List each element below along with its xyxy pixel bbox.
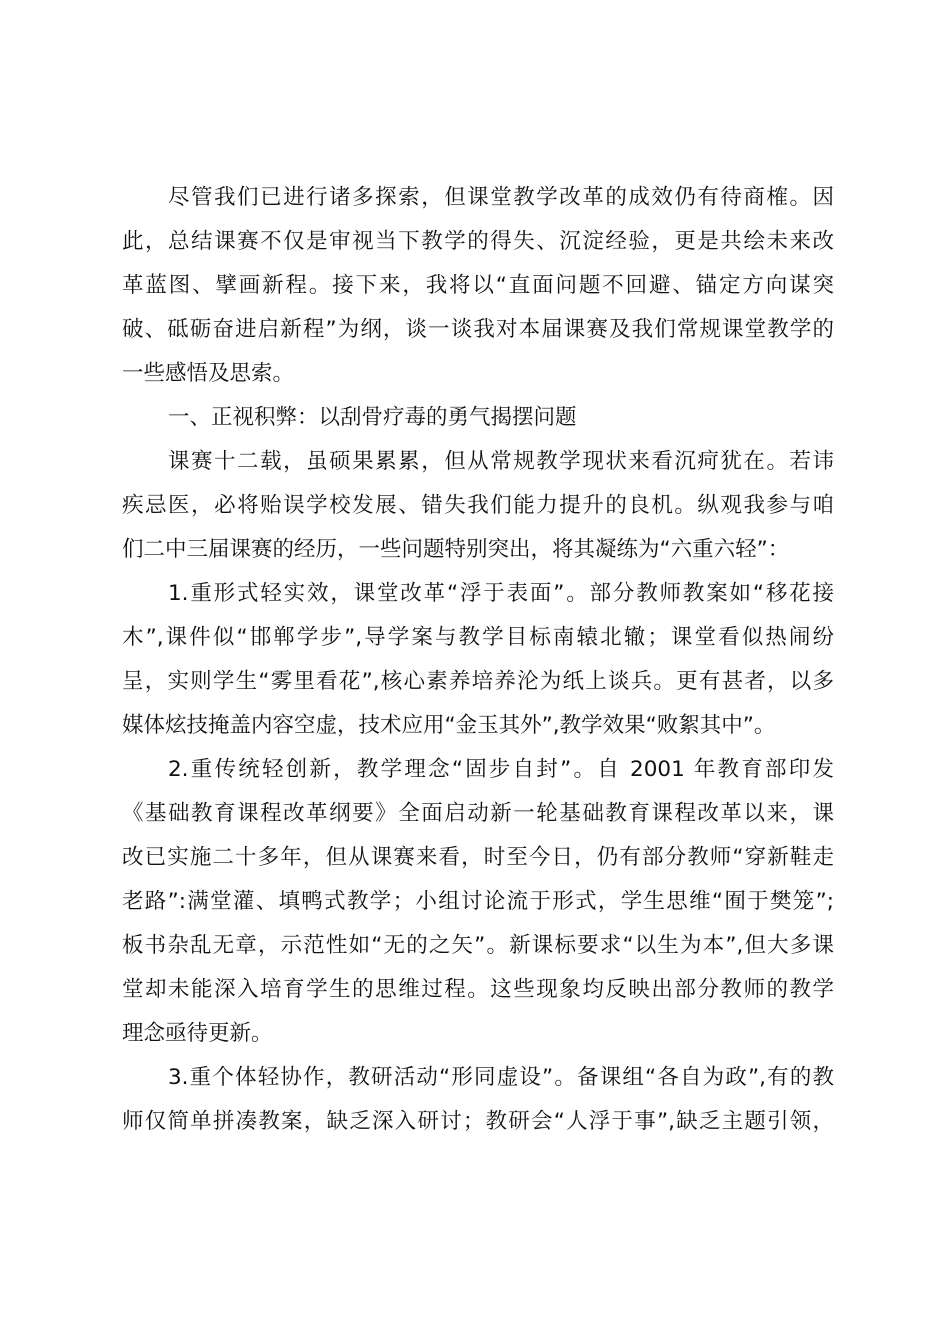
text-line: 革蓝图、擘画新程。接下来，我将以“直面问题不回避、锚定方向谋突: [122, 273, 834, 298]
text-line: 木”,课件似“邯郸学步”,导学案与教学目标南辕北辙；课堂看似热闹纷: [122, 625, 834, 650]
text-line: 老路”:满堂灌、填鸭式教学；小组讨论流于形式，学生思维“囿于樊笼”;: [122, 889, 834, 914]
text-line: 《基础教育课程改革纲要》全面启动新一轮基础教育课程改革以来，课: [122, 801, 834, 826]
text-line: 媒体炫技掩盖内容空虚，技术应用“金玉其外”,教学效果“败絮其中”。: [122, 713, 776, 738]
text-line: 尽管我们已进行诸多探索，但课堂教学改革的成效仍有待商榷。因: [168, 185, 834, 210]
paragraph-intro: [122, 176, 834, 396]
text-line: 2.重传统轻创新，教学理念“固步自封”。自 2001 年教育部印发: [168, 757, 834, 782]
text-line: 课赛十二载，虽硕果累累，但从常规教学现状来看沉疴犹在。若讳: [168, 449, 834, 474]
paragraph-overview: [122, 440, 834, 572]
text-line: 堂却未能深入培育学生的思维过程。这些现象均反映出部分教师的教学: [122, 977, 834, 1002]
text-line: 1.重形式轻实效，课堂改革“浮于表面”。部分教师教案如“移花接: [168, 581, 834, 606]
text-line: 此，总结课赛不仅是审视当下教学的得失、沉淀经验，更是共绘未来改: [122, 229, 834, 254]
paragraph-point-1: [122, 572, 834, 748]
paragraph-point-3: [122, 1056, 834, 1144]
document-body: [122, 176, 834, 1144]
text-line: 破、砥砺奋进启新程”为纲，谈一谈我对本届课赛及我们常规课堂教学的: [122, 317, 834, 342]
text-line: 板书杂乱无章，示范性如“无的之矢”。新课标要求“以生为本”,但大多课: [122, 933, 834, 958]
text-line: 理念亟待更新。: [122, 1021, 273, 1046]
section-heading: 一、正视积弊：以刮骨疗毒的勇气揭摆问题: [168, 405, 577, 430]
text-line: 们二中三届课赛的经历，一些问题特别突出，将其凝练为“六重六轻”：: [122, 537, 790, 562]
text-line: 一些感悟及思索。: [122, 361, 295, 386]
text-line: 师仅简单拼凑教案，缺乏深入研讨；教研会“人浮于事”,缺乏主题引领，: [122, 1109, 834, 1134]
text-line: 呈，实则学生“雾里看花”,核心素养培养沦为纸上谈兵。更有甚者，以多: [122, 669, 834, 694]
text-line: 疾忌医，必将贻误学校发展、错失我们能力提升的良机。纵观我参与咱: [122, 493, 834, 518]
paragraph-point-2: [122, 748, 834, 1056]
text-line: 改已实施二十多年，但从课赛来看，时至今日，仍有部分教师“穿新鞋走: [122, 845, 834, 870]
text-line: 3.重个体轻协作，教研活动“形同虚设”。备课组“各自为政”,有的教: [168, 1065, 834, 1090]
